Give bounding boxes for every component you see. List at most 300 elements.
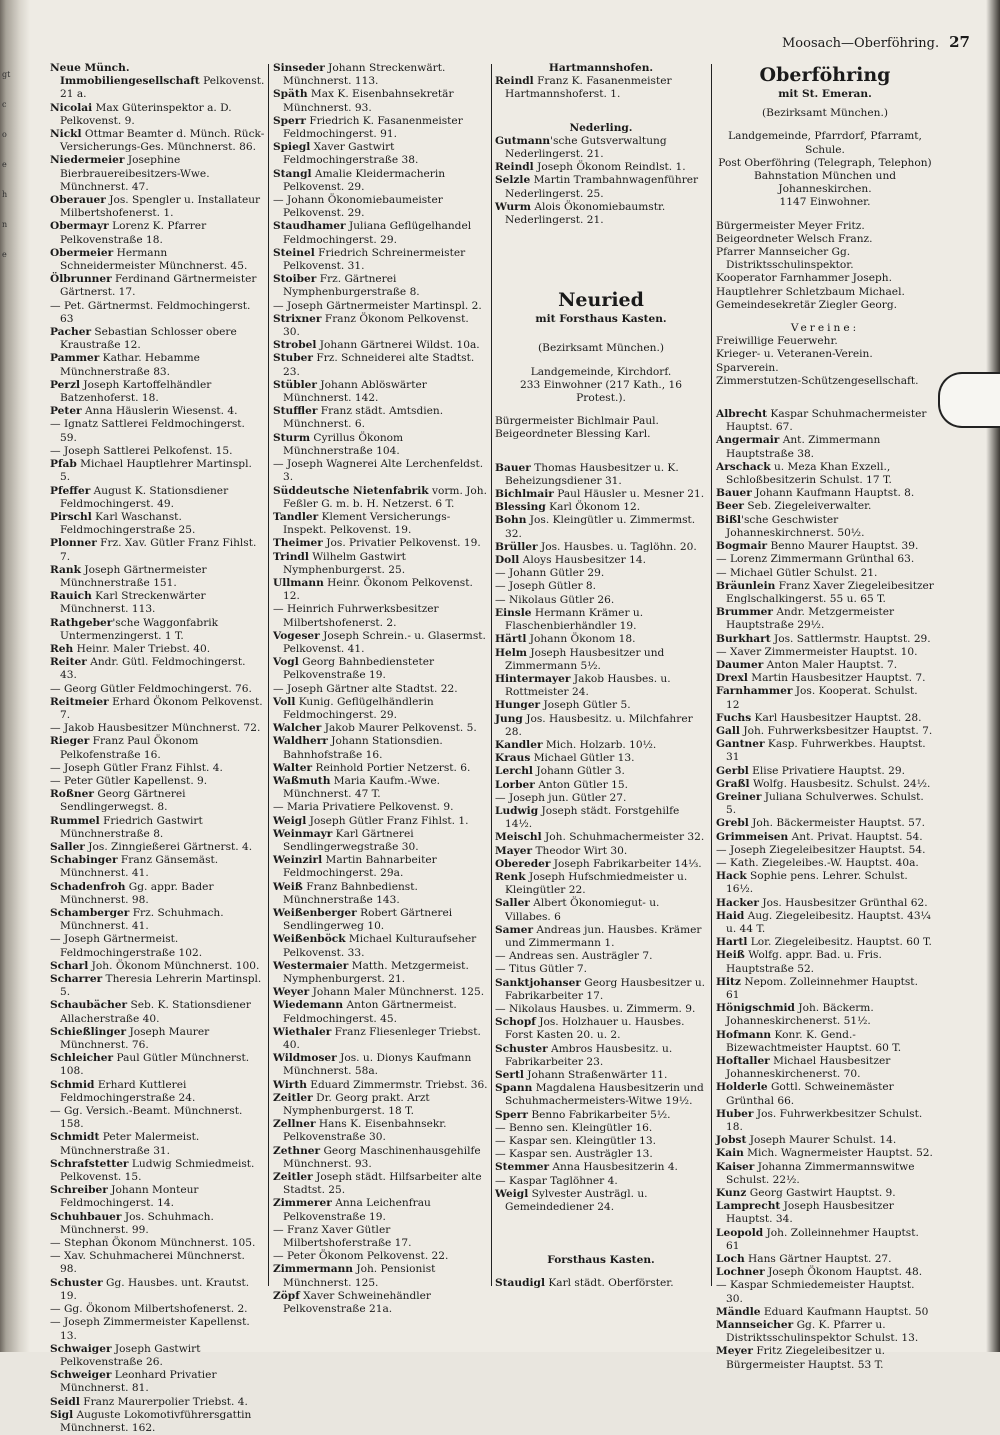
directory-entry [50, 960, 265, 973]
margin-fragment: gt [2, 70, 11, 79]
entry-details: Ant. Zimmermann Hauptstraße 38. [726, 434, 884, 460]
entry-details: Max K. Eisenbahnsekretär Münchnerst. 93. [283, 88, 457, 114]
entry-name: Weigl [495, 1187, 529, 1200]
entry-details: — Kaspar sen. Kleingütler 13. [495, 1135, 657, 1148]
directory-entry [273, 881, 488, 907]
directory-entry [273, 168, 488, 194]
entry-details: Cyrillus Ökonom Münchnerstraße 104. [283, 431, 407, 457]
entry-details: — Benno sen. Kleingütler 16. [495, 1121, 653, 1134]
directory-entry [495, 1043, 707, 1069]
entry-name: Leopold [716, 1226, 764, 1239]
entry-name: Weinmayr [273, 827, 333, 840]
entry-details: Kathar. Hebamme Münchnerstraße 83. [60, 352, 204, 378]
directory-entry [495, 673, 707, 699]
oberfoehring-population: 1147 Einwohner. [779, 196, 871, 209]
margin-fragment: o [2, 130, 7, 139]
directory-entry [716, 1081, 934, 1107]
entry-name: Graßl [716, 777, 750, 790]
directory-entry [495, 792, 707, 805]
entry-details: Franz K. Fasanenmeister Hartmannshoferst. 1. [505, 75, 675, 101]
entry-details: Joseph Hausbesitzer und Zimmermann 5½. [505, 646, 668, 672]
entry-details: Elise Privatiere Hauptst. 29. [748, 764, 905, 777]
entry-name: Stemmer [495, 1161, 550, 1174]
entry-details: Jos. Hausbesitz. u. Milchfahrer 28. [505, 712, 697, 738]
entry-details: Paul Gütler Münchnerst. 108. [60, 1052, 253, 1078]
entry-details: — Jakob Hausbesitzer Münchnerst. 72. [50, 722, 261, 735]
entry-name: Pammer [50, 352, 100, 365]
directory-entry [50, 102, 265, 128]
entry-details: — Johann Ökonomiebaumeister Pelkovenst. 29. [273, 194, 447, 220]
directory-entry [495, 950, 707, 963]
entry-details: — Joseph Gärtner alte Stadtst. 22. [273, 682, 458, 695]
entry-details: Mich. Wagnermeister Hauptst. 52. [743, 1147, 933, 1160]
directory-entry [50, 617, 265, 643]
town-subtitle-neuried: mit Forsthaus Kasten. [535, 313, 667, 326]
entry-name: Obermeier [50, 246, 114, 259]
entry-name: Wirth [273, 1078, 307, 1091]
entry-name: Walcher [273, 722, 322, 735]
entry-details: Jos. Hausbesitzer Grünthal 62. [759, 896, 928, 909]
entry-details: Hermann Krämer u. Flaschenbierhändler 19. [505, 606, 647, 633]
entry-name: Reitmeier [50, 695, 109, 708]
entry-name: Bohn [495, 514, 527, 527]
entry-details: Joh. Schuhmachermeister 32. [541, 831, 705, 844]
directory-entry [273, 1171, 488, 1197]
entry-name: Rathgeber [50, 616, 113, 629]
directory-entry [495, 1016, 707, 1042]
entry-name: Oberauer [50, 194, 106, 207]
entry-name: Pacher [50, 326, 92, 339]
entry-details: Joh. Ökonom Münchnerst. 100. [88, 959, 260, 972]
entry-details: — Andreas sen. Austrägler 7. [495, 950, 653, 963]
entry-details: — Joseph Ziegeleibesitzer Hauptst. 54. [716, 843, 926, 856]
directory-entry [495, 963, 707, 976]
column-rule [491, 64, 492, 1286]
directory-entry [273, 1026, 488, 1052]
directory-entry [273, 815, 488, 828]
directory-entry [716, 870, 934, 896]
entry-details: Frz. Xav. Gütler Franz Fihlst. 7. [60, 537, 260, 563]
neuried-district: (Bezirksamt München.) [538, 342, 664, 355]
entry-details: Johann Stationsdien. Bahnhofstraße 16. [283, 735, 447, 761]
directory-entry [273, 1290, 488, 1316]
directory-entry [716, 487, 934, 500]
directory-entry [273, 801, 488, 814]
directory-entry [50, 762, 265, 775]
entry-details: — Joseph Wagnerei Alte Lerchenfeldst. 3. [273, 458, 487, 484]
directory-entry [50, 1211, 265, 1237]
entry-name: Härtl [495, 633, 527, 646]
directory-entry [716, 910, 934, 936]
directory-entry [273, 432, 488, 458]
directory-entry [495, 1135, 707, 1148]
entries-forsthaus [495, 1277, 707, 1290]
info-line: Freiwillige Feuerwehr. [716, 335, 838, 348]
entry-name: Neue Münch. Immobiliengesellschaft [50, 62, 200, 88]
entry-details: Seb. Ziegeleiverwalter. [744, 500, 872, 513]
entry-details: Georg Hausbesitzer u. Fabrikarbeiter 17. [505, 976, 709, 1002]
entry-details: Karl Streckenwärter Münchnerst. 113. [60, 590, 209, 616]
oberfoehring-post: Post Oberföhring (Telegraph, Telephon) Bahnstation München und Johanneskirchen. [718, 156, 932, 196]
entry-details: — Joseph Gärtnermeist. Feldmochingerstraße 102. [50, 933, 203, 959]
directory-entry [716, 857, 934, 870]
directory-entry [495, 1122, 707, 1135]
directory-entry [716, 685, 934, 711]
entry-name: Schuhbauer [50, 1210, 122, 1223]
neuried-deputy: Beigeordneter Blessing Karl. [495, 428, 651, 441]
entry-name: Bißl [716, 513, 742, 526]
entry-name: Schmidt [50, 1131, 100, 1144]
info-line: Zimmerstutzen-Schützengesellschaft. [716, 374, 919, 387]
directory-entry [50, 537, 265, 563]
directory-entry [50, 62, 268, 102]
directory-entry [50, 1343, 265, 1369]
entry-name: Hitz [716, 975, 741, 988]
entry-name: Kunz [716, 1187, 747, 1200]
directory-entry [716, 712, 934, 725]
directory-entry [495, 924, 707, 950]
directory-entry [273, 511, 488, 537]
entry-name: Schadenfroh [50, 880, 126, 893]
entry-details: — Michael Gütler Schulst. 21. [716, 566, 878, 579]
directory-entry [273, 683, 488, 696]
column-moosach-1 [50, 62, 268, 1434]
entry-name: Kaiser [716, 1160, 755, 1173]
town-title-oberfoehring: Oberföhring [759, 64, 891, 86]
entries-neuried [495, 462, 707, 1215]
entry-details: Hermann Schneidermeister Münchnerst. 45. [60, 246, 248, 273]
directory-entry [50, 854, 265, 880]
directory-entry [50, 273, 265, 299]
directory-entry [273, 775, 488, 801]
entry-details: Johann Straßenwärter 11. [523, 1069, 668, 1081]
entry-name: Burkhart [716, 632, 771, 645]
oberfoehring-district: (Bezirksamt München.) [762, 107, 888, 120]
entry-details: Jos. Hausbes. u. Taglöhn. 20. [537, 540, 697, 553]
running-title: Moosach—Oberföhring. [781, 36, 940, 51]
entry-details: Joseph Ökonom Reindlst. 1. [533, 161, 686, 174]
entry-name: Schamberger [50, 907, 130, 919]
directory-entry [716, 738, 934, 764]
entry-details: Georg Gastwirt Hauptst. 9. [746, 1187, 896, 1200]
entry-name: Waßmuth [273, 774, 331, 787]
directory-entry [50, 735, 265, 761]
directory-entry [50, 999, 265, 1025]
entry-details: Dr. Georg prakt. Arzt Nymphenburgerst. 18 T. [283, 1091, 434, 1118]
directory-entry [50, 656, 265, 682]
entry-name: Spann [495, 1082, 533, 1095]
entry-name: Wildmoser [273, 1052, 337, 1065]
entry-name: Waldherr [273, 735, 328, 748]
directory-entry [716, 514, 934, 540]
entry-name: Ludwig [495, 804, 539, 817]
entry-name: Bogmair [716, 540, 768, 553]
entry-details: Hans K. Eisenbahnsekr. Pelkovenstraße 30. [283, 1118, 450, 1144]
directory-entry [50, 1052, 265, 1078]
directory-entry [273, 603, 488, 629]
directory-entry [716, 1029, 934, 1055]
entry-details: Alois Ökonomiebaumstr. Nederlingerst. 21. [505, 200, 669, 227]
entry-details: Anna Häuslerin Wiesenst. 4. [81, 405, 238, 418]
entry-details: Max Güterinspektor a. D. Pelkovenst. 9. [60, 101, 235, 127]
directory-entry [495, 1175, 707, 1188]
entry-name: Huber [716, 1107, 754, 1120]
entry-name: Rummel [50, 814, 100, 827]
entry-name: Zöpf [273, 1289, 300, 1302]
entries-hartmannshofen [495, 75, 707, 101]
entry-details: Konr. K. Gend.-Bizewachtmeister Hauptst. 60 T. [726, 1028, 902, 1054]
info-line: Hauptlehrer Schletzbaum Michael. [716, 285, 905, 298]
entry-details: Juliana Schulverwes. Schulst. 5. [726, 790, 928, 817]
entry-name: Selzle [495, 174, 531, 187]
entry-name: Bräunlein [716, 579, 776, 592]
entry-details: Franz Ökonom Pelkovenst. 30. [283, 312, 473, 339]
entry-name: Sinseder [273, 62, 325, 74]
directory-entry [495, 1161, 707, 1174]
entry-name: Tandler [273, 510, 319, 523]
directory-entry [716, 633, 934, 646]
margin-fragment: e [2, 160, 7, 169]
entry-name: Hoftaller [716, 1055, 770, 1068]
entry-name: Westermaier [273, 959, 349, 972]
neuried-population: 233 Einwohner (217 Kath., 16 Protest.). [520, 378, 682, 405]
directory-entry [50, 485, 265, 511]
directory-entry [716, 976, 934, 1002]
entry-name: Theimer [273, 537, 323, 550]
entry-details: Jos. Kooperat. Schulst. 12 [726, 685, 922, 711]
directory-entry [716, 725, 934, 738]
directory-entry [273, 537, 488, 550]
entry-name: Süddeutsche Nietenfabrik [273, 484, 429, 497]
directory-entry [273, 1079, 488, 1092]
entry-details: Juliana Geflügelhandel Feldmochingerst. 29. [283, 220, 475, 246]
entry-name: Drexl [716, 672, 748, 685]
entry-details: — Stephan Ökonom Münchnerst. 105. [50, 1237, 256, 1250]
entry-details: — Gg. Versich.-Beamt. Münchnerst. 158. [50, 1105, 246, 1131]
entry-name: Obereder [495, 857, 551, 870]
entry-name: Stuffler [273, 405, 318, 418]
directory-entry [273, 1118, 488, 1144]
directory-entry [495, 174, 707, 200]
entry-details: — Joseph Gütler Franz Fihlst. 4. [50, 761, 223, 774]
directory-entry [50, 1079, 265, 1105]
entry-name: Saller [50, 840, 85, 853]
directory-entry [495, 1148, 707, 1161]
directory-entry [716, 672, 934, 685]
entry-details: Ambros Hausbesitz. u. Fabrikarbeiter 23. [505, 1042, 676, 1068]
entry-name: Einsle [495, 606, 532, 619]
entry-details: Johann Streckenwärt. Münchnerst. 113. [283, 62, 449, 88]
entry-details: — Joseph Zimmermeister Kapellenst. 13. [50, 1316, 254, 1342]
entry-name: Sperr [495, 1108, 528, 1121]
entry-name: Brummer [716, 606, 773, 619]
entry-name: Angermair [716, 434, 780, 447]
directory-entry [716, 567, 934, 580]
entry-details: vorm. Joh. Feßler G. m. b. H. Netzerst. 6 T. [283, 484, 491, 510]
directory-entry [716, 1253, 934, 1266]
directory-entry [495, 765, 707, 778]
directory-entry [50, 220, 265, 246]
directory-entry [495, 594, 707, 607]
directory-entry [273, 115, 488, 141]
entry-details: Franz Fliesenleger Triebst. 40. [283, 1025, 485, 1052]
directory-entry [495, 752, 707, 765]
entry-details: Jos. Zinngießerei Gärtnerst. 4. [84, 840, 253, 853]
entry-details: Joseph Schrein.- u. Glasermst. Pelkovenst. 41. [283, 629, 490, 655]
margin-fragment: c [2, 100, 7, 109]
section-title-nederling: Nederling. [569, 121, 633, 134]
directory-entry [273, 88, 488, 114]
entry-name: Schleicher [50, 1052, 114, 1065]
vereine-title: Vereine: [790, 322, 860, 335]
directory-entry [273, 1145, 488, 1171]
entry-name: Wurm [495, 200, 531, 213]
directory-entry [273, 352, 488, 378]
directory-entry [50, 352, 265, 378]
entry-name: Scharl [50, 959, 89, 972]
entry-name: Weigl [273, 814, 307, 827]
directory-entry [716, 408, 934, 434]
directory-entry [273, 933, 488, 959]
entry-details: Seb. K. Stationsdiener Allacherstraße 40. [60, 999, 255, 1025]
entry-name: Weiß [273, 880, 303, 893]
entry-name: Samer [495, 923, 534, 936]
directory-entry [716, 659, 934, 672]
directory-entry [495, 699, 707, 712]
entry-name: Sanktjohanser [495, 976, 581, 989]
margin-notes [2, 60, 20, 270]
entry-name: Bichlmair [495, 488, 554, 501]
entry-name: Seidl [50, 1395, 80, 1408]
entry-details: Jos. Sattlermstr. Hauptst. 29. [770, 632, 931, 645]
directory-entry [273, 999, 488, 1025]
oberfoehring-municipality: Landgemeinde, Pfarrdorf, Pfarramt, Schule. [728, 130, 922, 156]
directory-entry [50, 841, 265, 854]
entry-details: Franz Gänsemäst. Münchnerst. 41. [60, 854, 222, 880]
entry-name: Schopf [495, 1016, 536, 1029]
entry-details: Gottl. Schweinemäster Grünthal 66. [726, 1081, 898, 1107]
directory-entry [50, 1026, 265, 1052]
entry-details: Friedrich Schreinermeister Pelkovenst. 31. [283, 246, 469, 273]
directory-entry [495, 845, 707, 858]
directory-entry [716, 791, 934, 817]
directory-entry [273, 1092, 488, 1118]
directory-entry [495, 135, 707, 161]
directory-entry [716, 1134, 934, 1147]
entry-details: Michael Kulturaufseher Pelkovenst. 33. [283, 933, 480, 959]
entry-details: Albert Ökonomiegut- u. Villabes. 6 [505, 897, 663, 923]
directory-entry [273, 1263, 488, 1289]
entry-details: Johann Kaufmann Hauptst. 8. [751, 487, 915, 500]
entry-name: Schwaiger [50, 1342, 112, 1355]
entry-details: — Nikolaus Hausbes. u. Zimmerm. 9. [495, 1002, 696, 1015]
entry-details: 'sche Gutsverwaltung Nederlingerst. 21. [505, 134, 670, 161]
entry-name: Weißenböck [273, 933, 346, 946]
entry-details: Anton Gärtnermeist. Feldmochingerst. 45. [283, 999, 461, 1025]
directory-entry [716, 1002, 934, 1028]
entry-details: Jos. Spengler u. Installateur Milbertshofenerst. 1. [60, 194, 264, 220]
directory-entry [273, 1224, 488, 1250]
entry-details: Johann Monteur Feldmochingerst. 14. [60, 1184, 202, 1210]
entry-name: Staudigl [495, 1277, 545, 1290]
directory-entry [273, 300, 488, 313]
directory-entry [273, 960, 488, 986]
vereine-list [716, 335, 934, 388]
directory-entry [50, 511, 265, 537]
entry-details: Hans Gärtner Hauptst. 27. [744, 1253, 892, 1266]
directory-entry [716, 1266, 934, 1279]
entry-details: Gg. appr. Bader Münchnerst. 98. [60, 880, 217, 906]
directory-entry [273, 194, 488, 220]
directory-entry [495, 514, 707, 540]
entry-name: Vogl [273, 656, 299, 669]
entry-details: Heinr. Ökonom Pelkovenst. 12. [283, 576, 477, 603]
directory-entry [716, 897, 934, 910]
entry-details: Michael Hauptlehrer Martinspl. 5. [60, 458, 256, 484]
entry-details: Joseph Gastwirt Pelkovenstraße 26. [60, 1342, 204, 1368]
directory-entry [495, 501, 707, 514]
entry-name: Zethner [273, 1144, 321, 1157]
directory-entry [273, 62, 488, 88]
entry-details: Karl Hausbesitzer Hauptst. 28. [751, 711, 922, 724]
entry-name: Reindl [495, 75, 534, 88]
info-line: Krieger- u. Veteranen-Verein. [716, 348, 873, 361]
entry-details: — Joseph Gärtnermeister Martinspl. 2. [273, 299, 482, 312]
entry-details: — Kaspar Schmiedemeister Hauptst. 30. [716, 1279, 918, 1305]
entry-name: Kraus [495, 752, 531, 765]
entry-name: Gutmann [495, 134, 551, 147]
directory-entry [716, 1345, 934, 1371]
entry-details: Joseph Fabrikarbeiter 14⅓. [550, 857, 702, 870]
directory-entry [716, 540, 934, 553]
entry-name: Ölbrunner [50, 273, 112, 286]
directory-entry [50, 1277, 265, 1303]
entry-name: Greiner [716, 790, 762, 803]
entry-details: Reinhold Portier Netzerst. 6. [312, 761, 471, 774]
entry-details: Johanna Zimmermannswitwe Schulst. 22½. [726, 1160, 918, 1186]
entry-name: Reiter [50, 656, 87, 669]
info-line: Pfarrer Mannseicher Gg. Distriktsschulinspektor. [716, 246, 854, 272]
entry-name: Holderle [716, 1081, 768, 1094]
directory-entry [716, 949, 934, 975]
entry-details: Georg Gärtnerei Sendlingerwegst. 8. [60, 788, 189, 814]
entry-details: Erhard Kuttlerei Feldmochingerstraße 24. [60, 1078, 196, 1104]
directory-entry [495, 1109, 707, 1122]
directory-entry [273, 339, 488, 352]
entry-name: Hartl [716, 936, 748, 949]
directory-entry [50, 590, 265, 616]
entry-name: Reindl [495, 161, 534, 174]
entry-details: Joseph Maurer Schulst. 14. [746, 1134, 897, 1147]
directory-entry [273, 1197, 488, 1223]
directory-entry [50, 458, 265, 484]
entry-name: Daumer [716, 658, 764, 671]
entry-details: Maria Kaufm.-Wwe. Münchnerst. 47 T. [283, 774, 444, 801]
entry-name: Zeitler [273, 1091, 313, 1104]
entry-details: Franz Maurerpolier Triebst. 4. [79, 1395, 248, 1408]
entry-name: Schweiger [50, 1369, 112, 1382]
entry-name: Sperr [273, 114, 306, 127]
entry-name: Zeitler [273, 1171, 313, 1184]
entry-details: Martin Bahnarbeiter Feldmochingerst. 29a. [283, 854, 441, 880]
entry-name: Wiethaler [273, 1025, 332, 1038]
entry-name: Sturm [273, 431, 311, 444]
column-rule [268, 64, 269, 1286]
entry-details: Frz. Schuhmach. Münchnerst. 41. [60, 907, 227, 933]
directory-entry [50, 326, 265, 352]
entry-details: Joh. Zolleinnehmer Hauptst. 61 [726, 1226, 923, 1252]
entry-details: Anton Maler Hauptst. 7. [763, 658, 898, 671]
